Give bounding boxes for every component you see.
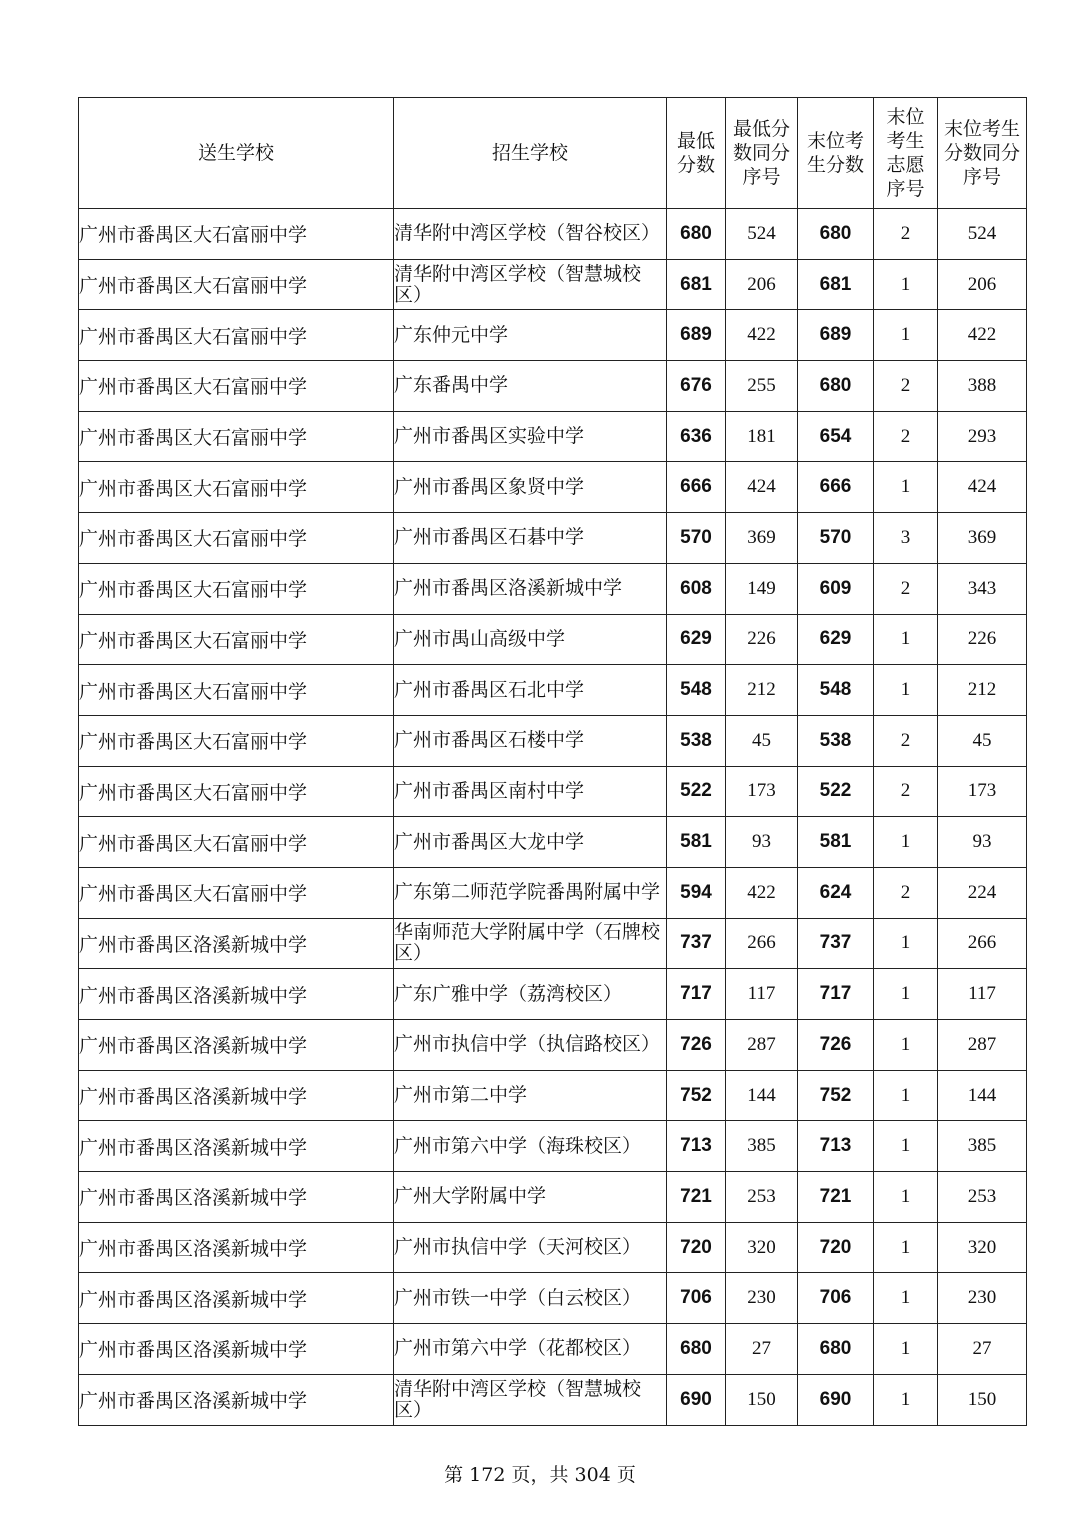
header-row [79, 98, 1027, 209]
cell-last-choice: 2 [874, 867, 938, 918]
cell-last-same-rank: 93 [938, 817, 1027, 868]
cell-min-score: 680 [667, 1324, 726, 1375]
cell-min-score: 666 [667, 462, 726, 513]
header-last-score: 末位考 生分数 [798, 98, 874, 209]
cell-last-same-rank: 343 [938, 563, 1027, 614]
cell-sender-school: 广州市番禺区大石富丽中学 [79, 361, 394, 412]
header-min-same-rank: 最低分 数同分 序号 [726, 98, 798, 209]
cell-min-score: 594 [667, 867, 726, 918]
cell-sender-school: 广州市番禺区大石富丽中学 [79, 817, 394, 868]
cell-recruit-school: 广州市执信中学（执信路校区） [394, 1020, 667, 1071]
cell-last-score: 721 [798, 1172, 874, 1223]
cell-min-same-rank: 424 [726, 462, 798, 513]
cell-last-choice: 1 [874, 1070, 938, 1121]
cell-last-same-rank: 424 [938, 462, 1027, 513]
cell-min-score: 681 [667, 259, 726, 310]
cell-recruit-school: 广州市番禺区石北中学 [394, 665, 667, 716]
cell-recruit-school: 清华附中湾区学校（智慧城校区） [394, 1374, 667, 1425]
cell-sender-school: 广州市番禺区大石富丽中学 [79, 665, 394, 716]
cell-sender-school: 广州市番禺区洛溪新城中学 [79, 1121, 394, 1172]
cell-last-same-rank: 144 [938, 1070, 1027, 1121]
cell-min-score: 680 [667, 209, 726, 260]
cell-last-choice: 1 [874, 1172, 938, 1223]
cell-min-score: 570 [667, 513, 726, 564]
cell-last-score: 654 [798, 411, 874, 462]
cell-min-score: 737 [667, 918, 726, 969]
cell-last-same-rank: 266 [938, 918, 1027, 969]
cell-min-score: 721 [667, 1172, 726, 1223]
header-last-same-rank: 末位考生 分数同分 序号 [938, 98, 1027, 209]
cell-min-score: 706 [667, 1273, 726, 1324]
page-footer: 第 172 页，共 304 页 [444, 1464, 636, 1486]
cell-last-score: 624 [798, 867, 874, 918]
cell-sender-school: 广州市番禺区大石富丽中学 [79, 513, 394, 564]
cell-last-choice: 3 [874, 513, 938, 564]
header-sender-school: 送生学校 [79, 98, 394, 209]
cell-min-score: 581 [667, 817, 726, 868]
cell-last-choice: 1 [874, 665, 938, 716]
cell-min-score: 676 [667, 361, 726, 412]
cell-min-score: 608 [667, 563, 726, 614]
cell-recruit-school: 广东仲元中学 [394, 310, 667, 361]
cell-last-choice: 2 [874, 563, 938, 614]
cell-sender-school: 广州市番禺区大石富丽中学 [79, 462, 394, 513]
cell-recruit-school: 广州市番禺区象贤中学 [394, 462, 667, 513]
cell-last-choice: 1 [874, 817, 938, 868]
cell-sender-school: 广州市番禺区洛溪新城中学 [79, 1374, 394, 1425]
cell-last-same-rank: 422 [938, 310, 1027, 361]
cell-last-same-rank: 369 [938, 513, 1027, 564]
cell-min-same-rank: 212 [726, 665, 798, 716]
cell-min-same-rank: 422 [726, 867, 798, 918]
cell-sender-school: 广州市番禺区洛溪新城中学 [79, 969, 394, 1020]
cell-last-same-rank: 230 [938, 1273, 1027, 1324]
cell-last-choice: 1 [874, 310, 938, 361]
cell-sender-school: 广州市番禺区洛溪新城中学 [79, 1273, 394, 1324]
cell-last-score: 690 [798, 1374, 874, 1425]
table-row [79, 411, 1027, 462]
table-row [79, 462, 1027, 513]
cell-recruit-school: 广州市第二中学 [394, 1070, 667, 1121]
cell-last-score: 538 [798, 715, 874, 766]
cell-sender-school: 广州市番禺区洛溪新城中学 [79, 1222, 394, 1273]
cell-last-same-rank: 226 [938, 614, 1027, 665]
cell-last-score: 713 [798, 1121, 874, 1172]
cell-last-score: 609 [798, 563, 874, 614]
cell-last-same-rank: 173 [938, 766, 1027, 817]
cell-last-same-rank: 117 [938, 969, 1027, 1020]
cell-min-same-rank: 226 [726, 614, 798, 665]
cell-recruit-school: 广州市第六中学（海珠校区） [394, 1121, 667, 1172]
cell-last-score: 680 [798, 361, 874, 412]
cell-min-same-rank: 422 [726, 310, 798, 361]
cell-sender-school: 广州市番禺区洛溪新城中学 [79, 1172, 394, 1223]
cell-last-same-rank: 287 [938, 1020, 1027, 1071]
cell-min-same-rank: 385 [726, 1121, 798, 1172]
cell-recruit-school: 广州市禺山高级中学 [394, 614, 667, 665]
cell-last-score: 737 [798, 918, 874, 969]
cell-recruit-school: 华南师范大学附属中学（石牌校区） [394, 918, 667, 969]
table-row [79, 563, 1027, 614]
cell-last-choice: 1 [874, 1324, 938, 1375]
cell-min-same-rank: 320 [726, 1222, 798, 1273]
cell-sender-school: 广州市番禺区洛溪新城中学 [79, 918, 394, 969]
cell-min-score: 538 [667, 715, 726, 766]
cell-last-same-rank: 524 [938, 209, 1027, 260]
cell-min-score: 713 [667, 1121, 726, 1172]
header-min-score: 最低 分数 [667, 98, 726, 209]
cell-last-choice: 2 [874, 766, 938, 817]
table-row [79, 259, 1027, 310]
cell-min-score: 522 [667, 766, 726, 817]
cell-sender-school: 广州市番禺区洛溪新城中学 [79, 1020, 394, 1071]
cell-min-same-rank: 266 [726, 918, 798, 969]
cell-last-choice: 1 [874, 259, 938, 310]
cell-last-choice: 1 [874, 918, 938, 969]
cell-min-score: 720 [667, 1222, 726, 1273]
table-row [79, 209, 1027, 260]
cell-last-score: 726 [798, 1020, 874, 1071]
cell-recruit-school: 清华附中湾区学校（智慧城校区） [394, 259, 667, 310]
cell-min-score: 690 [667, 1374, 726, 1425]
cell-min-same-rank: 206 [726, 259, 798, 310]
cell-min-same-rank: 524 [726, 209, 798, 260]
cell-recruit-school: 广州市铁一中学（白云校区） [394, 1273, 667, 1324]
cell-min-same-rank: 287 [726, 1020, 798, 1071]
cell-last-score: 717 [798, 969, 874, 1020]
score-table [78, 97, 1027, 1426]
cell-min-same-rank: 173 [726, 766, 798, 817]
cell-recruit-school: 广州市番禺区石碁中学 [394, 513, 667, 564]
cell-min-same-rank: 27 [726, 1324, 798, 1375]
header-recruit-school: 招生学校 [394, 98, 667, 209]
cell-min-score: 636 [667, 411, 726, 462]
cell-last-same-rank: 388 [938, 361, 1027, 412]
cell-min-score: 717 [667, 969, 726, 1020]
cell-last-score: 680 [798, 209, 874, 260]
cell-sender-school: 广州市番禺区洛溪新城中学 [79, 1070, 394, 1121]
cell-last-score: 666 [798, 462, 874, 513]
cell-last-choice: 1 [874, 462, 938, 513]
cell-recruit-school: 广东番禺中学 [394, 361, 667, 412]
cell-last-choice: 2 [874, 209, 938, 260]
cell-min-score: 629 [667, 614, 726, 665]
cell-sender-school: 广州市番禺区大石富丽中学 [79, 715, 394, 766]
table-row [79, 918, 1027, 969]
cell-last-same-rank: 27 [938, 1324, 1027, 1375]
cell-last-score: 680 [798, 1324, 874, 1375]
cell-min-same-rank: 93 [726, 817, 798, 868]
cell-last-score: 548 [798, 665, 874, 716]
cell-recruit-school: 广州市番禺区大龙中学 [394, 817, 667, 868]
table-row [79, 361, 1027, 412]
cell-last-score: 629 [798, 614, 874, 665]
cell-recruit-school: 广东广雅中学（荔湾校区） [394, 969, 667, 1020]
cell-min-same-rank: 181 [726, 411, 798, 462]
cell-min-same-rank: 150 [726, 1374, 798, 1425]
cell-last-same-rank: 224 [938, 867, 1027, 918]
cell-min-same-rank: 253 [726, 1172, 798, 1223]
table-body [79, 209, 1027, 1426]
cell-sender-school: 广州市番禺区大石富丽中学 [79, 614, 394, 665]
cell-min-same-rank: 255 [726, 361, 798, 412]
cell-sender-school: 广州市番禺区大石富丽中学 [79, 766, 394, 817]
cell-last-same-rank: 212 [938, 665, 1027, 716]
table-row [79, 310, 1027, 361]
cell-min-score: 548 [667, 665, 726, 716]
cell-last-score: 681 [798, 259, 874, 310]
table-row [79, 1172, 1027, 1223]
table-row [79, 867, 1027, 918]
cell-last-score: 522 [798, 766, 874, 817]
table-row [79, 1273, 1027, 1324]
cell-sender-school: 广州市番禺区大石富丽中学 [79, 259, 394, 310]
cell-min-same-rank: 230 [726, 1273, 798, 1324]
cell-last-same-rank: 320 [938, 1222, 1027, 1273]
cell-last-same-rank: 206 [938, 259, 1027, 310]
cell-sender-school: 广州市番禺区洛溪新城中学 [79, 1324, 394, 1375]
cell-recruit-school: 清华附中湾区学校（智谷校区） [394, 209, 667, 260]
cell-min-same-rank: 117 [726, 969, 798, 1020]
cell-last-same-rank: 150 [938, 1374, 1027, 1425]
cell-last-choice: 1 [874, 614, 938, 665]
cell-sender-school: 广州市番禺区大石富丽中学 [79, 411, 394, 462]
cell-last-same-rank: 45 [938, 715, 1027, 766]
cell-last-score: 752 [798, 1070, 874, 1121]
table-row [79, 1121, 1027, 1172]
table-row [79, 665, 1027, 716]
cell-recruit-school: 广州市番禺区洛溪新城中学 [394, 563, 667, 614]
table-row [79, 1324, 1027, 1375]
cell-min-score: 752 [667, 1070, 726, 1121]
cell-min-same-rank: 149 [726, 563, 798, 614]
cell-min-same-rank: 45 [726, 715, 798, 766]
cell-last-choice: 1 [874, 1222, 938, 1273]
table-row [79, 1222, 1027, 1273]
cell-recruit-school: 广州市番禺区实验中学 [394, 411, 667, 462]
cell-last-score: 720 [798, 1222, 874, 1273]
cell-last-choice: 1 [874, 969, 938, 1020]
cell-last-score: 581 [798, 817, 874, 868]
cell-last-score: 706 [798, 1273, 874, 1324]
cell-last-choice: 1 [874, 1020, 938, 1071]
table-row [79, 969, 1027, 1020]
table-row [79, 766, 1027, 817]
table-row [79, 1070, 1027, 1121]
cell-last-same-rank: 293 [938, 411, 1027, 462]
cell-last-choice: 2 [874, 361, 938, 412]
cell-last-score: 570 [798, 513, 874, 564]
header-last-choice: 末位 考生 志愿 序号 [874, 98, 938, 209]
cell-min-same-rank: 144 [726, 1070, 798, 1121]
cell-sender-school: 广州市番禺区大石富丽中学 [79, 310, 394, 361]
cell-last-same-rank: 385 [938, 1121, 1027, 1172]
cell-recruit-school: 广东第二师范学院番禺附属中学 [394, 867, 667, 918]
table-row [79, 715, 1027, 766]
cell-last-score: 689 [798, 310, 874, 361]
cell-recruit-school: 广州市番禺区南村中学 [394, 766, 667, 817]
cell-last-choice: 1 [874, 1374, 938, 1425]
cell-min-score: 689 [667, 310, 726, 361]
cell-sender-school: 广州市番禺区大石富丽中学 [79, 563, 394, 614]
table-row [79, 513, 1027, 564]
cell-last-same-rank: 253 [938, 1172, 1027, 1223]
cell-recruit-school: 广州市执信中学（天河校区） [394, 1222, 667, 1273]
cell-last-choice: 1 [874, 1273, 938, 1324]
cell-recruit-school: 广州大学附属中学 [394, 1172, 667, 1223]
table-row [79, 1020, 1027, 1071]
table-row [79, 1374, 1027, 1425]
cell-sender-school: 广州市番禺区大石富丽中学 [79, 867, 394, 918]
cell-sender-school: 广州市番禺区大石富丽中学 [79, 209, 394, 260]
cell-last-choice: 2 [874, 715, 938, 766]
table-row [79, 817, 1027, 868]
cell-last-choice: 2 [874, 411, 938, 462]
cell-recruit-school: 广州市第六中学（花都校区） [394, 1324, 667, 1375]
cell-recruit-school: 广州市番禺区石楼中学 [394, 715, 667, 766]
cell-last-choice: 1 [874, 1121, 938, 1172]
cell-min-same-rank: 369 [726, 513, 798, 564]
table-row [79, 614, 1027, 665]
cell-min-score: 726 [667, 1020, 726, 1071]
